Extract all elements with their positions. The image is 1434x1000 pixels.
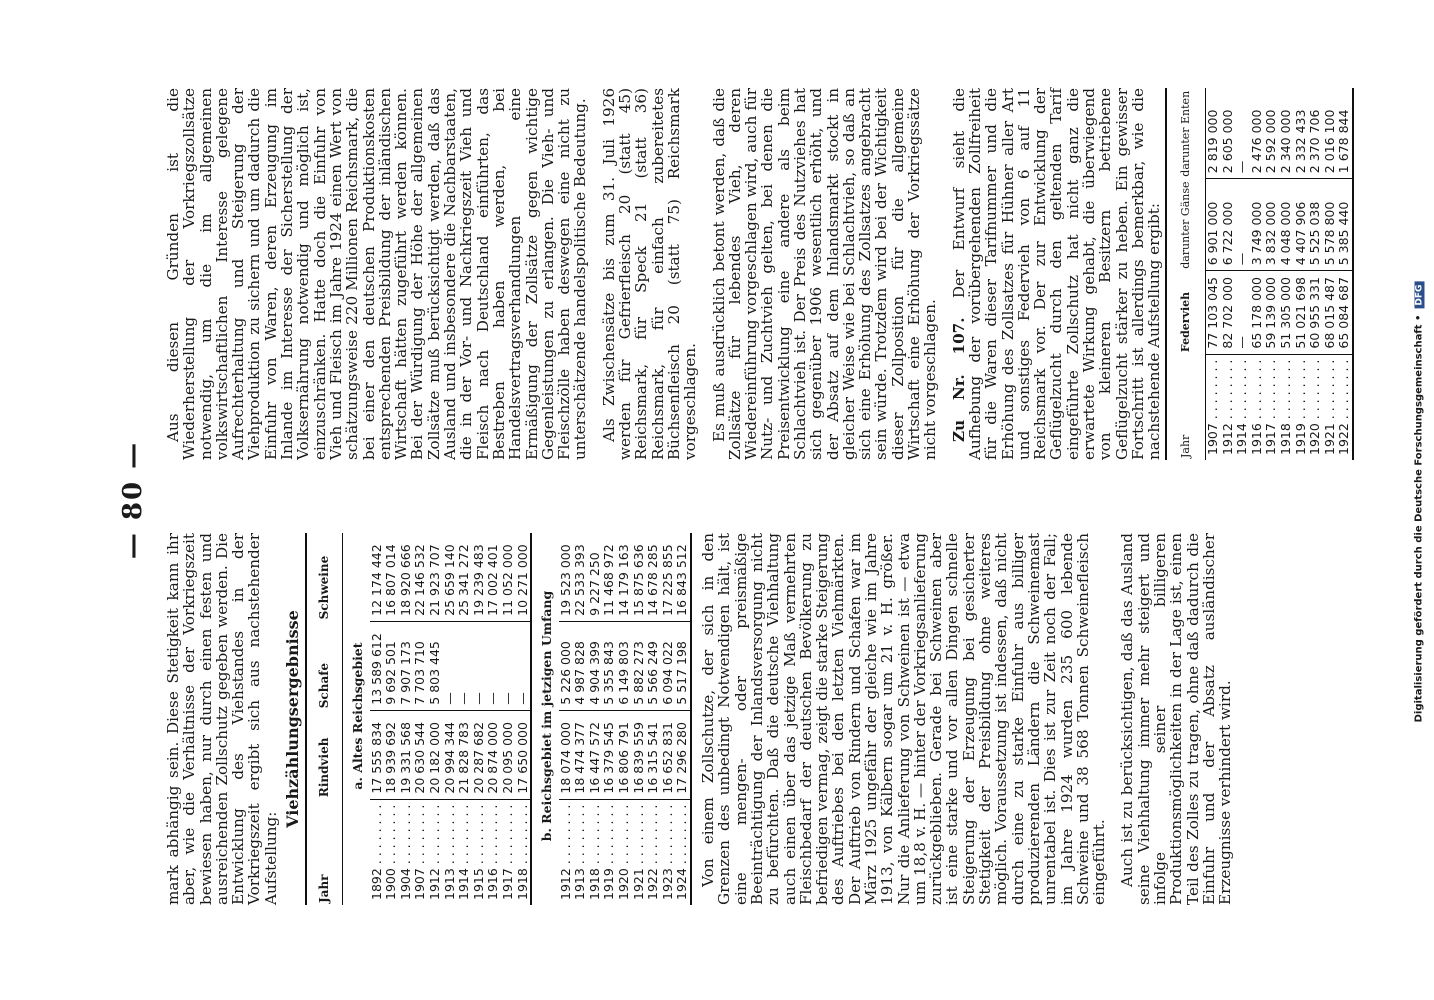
value-cell: 6 901 000 — [1206, 179, 1221, 271]
year-cell: 1918 . . . . . . . . — [1278, 359, 1294, 455]
table-row — [602, 533, 617, 905]
year-cell: 1922 . . . . . . . . — [645, 804, 661, 900]
value-cell: 5 525 038 — [1308, 179, 1323, 271]
year-cell: 1916 . . . . . . . . — [1248, 359, 1264, 455]
value-cell: — — [472, 621, 487, 710]
paragraph: Aus diesen Gründen ist die Wiederherstellung der Vorkriegszollsätze notwendig, um die im allgemeinen volkswirtschaftlichen Interesse gelegene Aufrechterhaltung und Steigerung der Viehproduktion zu sichern und um dadurch die Einfuhr von Waren, deren Erzeugung im Inlande im Interesse der Sicherstellung der Volksernährung notwendig und möglich ist, einzuschränken. Hatte doch die Einfuhr von Vieh und Fleisch im Jahre 1924 einen Wert von schätzungsweise 220 Millionen Reichsmark, die bei einer den deutschen Produktionskosten entsprechenden Preisbildung der inländischen Wirtschaft hätten zugeführt werden können. Bei der Würdigung der Höhe der allgemeinen Zollsätze muß berücksichtigt werden, daß das Ausland und insbesondere die Nachbarstaaten, die in der Vor- und Nachkriegszeit Vieh und Fleisch nach Deutschland einführten, das Bestreben haben werden, bei Handelsvertragsverhandlungen eine Ermäßigung der Zollsätze gegen wichtige Gegenleistungen zu erlangen. Die Vieh- und Fleischzölle haben deswegen eine nicht zu unterschätzende handelspolitische Bedeutung. — [164, 88, 590, 460]
year-cell: 1912 . . . . . . . . — [557, 804, 573, 900]
value-cell: 6 094 022 — [661, 621, 676, 710]
table-row — [1221, 88, 1236, 460]
value-cell: 16 652 831 — [661, 710, 676, 799]
value-cell: 17 296 280 — [675, 710, 691, 799]
value-cell: 2 370 706 — [1308, 88, 1323, 179]
value-cell: 22 146 532 — [413, 533, 428, 621]
value-cell: 5 385 440 — [1337, 179, 1353, 271]
value-cell: 5 355 843 — [602, 621, 617, 710]
value-cell: — — [516, 621, 532, 710]
table-row — [413, 533, 428, 905]
value-cell: 19 239 483 — [472, 533, 487, 621]
value-cell: 18 074 000 — [559, 710, 574, 799]
column-header: Schafe — [306, 621, 342, 710]
table-section-b — [531, 533, 691, 905]
value-cell: — — [457, 621, 472, 710]
value-cell: 16 843 512 — [675, 533, 691, 621]
value-cell: 20 182 000 — [428, 710, 443, 799]
credit-text: Digitalisierung gefördert durch die Deutsche Forschungsgemeinschaft • — [1413, 314, 1425, 723]
table-row — [457, 533, 472, 905]
left-column — [165, 533, 1255, 905]
value-cell: 14 678 285 — [646, 533, 661, 621]
value-cell: 17 002 401 — [486, 533, 501, 621]
year-cell: 1900 . . . . . . . . — [383, 804, 399, 900]
year-cell: 1892 . . . . . . . . — [368, 804, 384, 900]
value-cell: 16 447 572 — [588, 710, 603, 799]
year-cell: 1924 . . . . . . . . — [675, 799, 691, 905]
value-cell: 11 052 000 — [501, 533, 516, 621]
sidebar-credit — [1408, 12, 1430, 992]
value-cell: 14 179 163 — [617, 533, 632, 621]
year-cell: 1920 . . . . . . . . — [1307, 359, 1323, 455]
value-cell: 21 923 707 — [428, 533, 443, 621]
value-cell: 18 474 377 — [573, 710, 588, 799]
column-header: Rindvieh — [306, 710, 342, 799]
value-cell: 3 749 000 — [1250, 179, 1265, 271]
table-row — [1279, 88, 1294, 460]
value-cell: 5 578 800 — [1323, 179, 1338, 271]
year-cell: 1907 . . . . . . . . — [1205, 359, 1221, 455]
paragraph-text: Der Entwurf sieht die Aufhebung der vorübergehenden Zollfreiheit für die Waren dieser Tarifnummer und die Erhöhung des Zollsatzes für Hühner aller Art und sonstiges Federvieh von 6 auf 11 Reichsmark vor. Der zur Entwicklung der Geflügelzucht durch den geltenden Tarif eingeführte Zollschutz hat nicht ganz die erwartete Wirkung gehabt, die überwiegend von kleineren Besitzern betriebene Geflügelzucht stärker zu heben. Ein gewisser Fortschritt ist allerdings bemerkbar, wie die nachstehende Aufstellung ergibt: — [949, 88, 1164, 460]
year-cell: 1912 . . . . . . . . — [1219, 359, 1235, 455]
table-row — [428, 533, 443, 905]
paragraph: Auch ist zu berücksichtigen, daß das Ausland seine Viehhaltung immer mehr steigert und infolge seiner billigeren Produktionsmöglichkeiten in der Lage ist, einen Teil des Zolles zu tragen, ohne daß dadurch die Einfuhr und der Absatz ausländischer Erzeugnisse verhindert wird. — [1118, 533, 1235, 905]
table-row — [1250, 88, 1265, 460]
value-cell: 17 555 834 — [370, 710, 385, 799]
value-cell: 11 468 972 — [602, 533, 617, 621]
paragraph: mark abhängig sein. Diese Stetigkeit kann ihr aber, wie die Verhältnisse der Vorkriegszeit bewiesen haben, nur durch einen festen und ausreichenden Zollschutz gegeben werden. Die Entwicklung des Viehstandes in der Vorkriegszeit ergibt sich aus nachstehender Aufstellung: — [164, 533, 280, 905]
value-cell: 25 341 272 — [457, 533, 472, 621]
paragraph: Es muß ausdrücklich betont werden, daß die Zollsätze für lebendes Vieh, deren Wiedereinführung vorgeschlagen wird, auch für Nutz- und Zuchtvieh gelten, bei denen die Preisentwicklung eine andere als beim Schlachtvieh ist. Der Preis des Nutzviehes hat sich gegenüber 1906 wesentlich erhöht, und der Absatz auf dem Inlandsmarkt stockt in gleicher Weise wie bei Schlachtvieh, so daß an sich eine Erhöhung des Zollsatzes angebracht sein würde. Trotzdem wird bei der Wichtigkeit dieser Zollposition für die allgemeine Wirtschaft eine Erhöhung der Vorkriegssätze nicht vorgeschlagen. — [709, 88, 940, 460]
value-cell: 19 331 568 — [399, 710, 414, 799]
column-header: darunter Gänse — [1166, 179, 1206, 271]
table-row — [1308, 88, 1323, 460]
table-row — [472, 533, 487, 905]
value-cell: 16 839 559 — [632, 710, 647, 799]
value-cell: 65 178 000 — [1250, 271, 1265, 354]
table-row — [559, 533, 574, 905]
table-row — [1337, 88, 1353, 460]
value-cell: 77 103 045 — [1206, 271, 1221, 354]
table-row — [1264, 88, 1279, 460]
year-cell: 1917 . . . . . . . . — [499, 804, 515, 900]
value-cell: 16 315 541 — [646, 710, 661, 799]
value-cell: 12 174 442 — [370, 533, 385, 621]
year-cell: 1913 . . . . . . . . — [441, 804, 457, 900]
table-row — [632, 533, 647, 905]
value-cell: 1 678 844 — [1337, 88, 1353, 179]
value-cell: 18 920 666 — [399, 533, 414, 621]
table-row — [573, 533, 588, 905]
value-cell: 21 828 783 — [457, 710, 472, 799]
year-cell: 1923 . . . . . . . . — [659, 804, 675, 900]
value-cell: — — [443, 621, 458, 710]
value-cell: 4 048 000 — [1279, 179, 1294, 271]
section-label: Zu Nr. 107. — [949, 317, 968, 442]
column-header: darunter Enten — [1166, 88, 1206, 179]
table-row — [399, 533, 414, 905]
value-cell: 2 476 000 — [1250, 88, 1265, 179]
section-heading-row — [531, 533, 559, 905]
section-heading-row — [342, 533, 369, 905]
value-cell: 17 225 855 — [661, 533, 676, 621]
value-cell: 4 904 399 — [588, 621, 603, 710]
value-cell: 4 987 828 — [573, 621, 588, 710]
year-cell: 1918 . . . . . . . . — [516, 799, 532, 905]
table-row — [617, 533, 632, 905]
table-row — [646, 533, 661, 905]
value-cell: 2 332 433 — [1294, 88, 1309, 179]
page-number: — 80 — — [118, 440, 148, 560]
value-cell: 13 589 612 — [370, 621, 385, 710]
table-row — [443, 533, 458, 905]
value-cell: — — [501, 621, 516, 710]
section-heading: b. Reichsgebiet im jetzigen Umfang — [539, 590, 555, 842]
value-cell: 2 340 000 — [1279, 88, 1294, 179]
value-cell: 2 016 100 — [1323, 88, 1338, 179]
paragraph: Von einem Zollschutze, der sich in den Grenzen des unbedingt Notwendigen hält, ist eine mengen- oder preismäßige Beeinträchtigung der Inlandsversorgung nicht zu befürchten. Daß die deutsche Viehhaltung auch einen über das jetzige Maß vermehrten Fleischbedarf der deutschen Bevölkerung zu befriedigen vermag, zeigt die starke Steigerung des Auftriebes bei den letzten Viehmärkten. Der Auftrieb von Rindern und Schafen war im März 1925 ungefähr der gleiche wie im Jahre 1913, von Kälbern sogar um 21 v. H. größer. Nur die Anlieferung von Schweinen ist — etwa um 18,8 v. H. — hinter der Vorkriegsanlieferung zurückgeblieben. Gerade bei Schweinen aber ist eine starke und vor allen Dingen schnelle Steigerung der Erzeugung bei gesicherter Stetigkeit der Preisbildung ohne weiteres möglich. Voraussetzung ist indessen, daß nicht durch eine zu starke Einfuhr aus billiger produzierenden Ländern die Schweinemast unrentabel ist. Dies ist zur Zeit noch der Fall; im Jahre 1924 wurden 235 600 lebende Schweine und 38 568 Tonnen Schweinefleisch eingeführt. — [699, 533, 1109, 905]
value-cell: 82 702 000 — [1221, 271, 1236, 354]
year-cell: 1916 . . . . . . . . — [485, 804, 501, 900]
year-cell: 1918 . . . . . . . . — [586, 804, 602, 900]
value-cell: 5 882 273 — [632, 621, 647, 710]
livestock-table — [305, 533, 692, 905]
value-cell: 5 566 249 — [646, 621, 661, 710]
year-cell: 1912 . . . . . . . . — [426, 804, 442, 900]
value-cell: 22 533 393 — [573, 533, 588, 621]
value-cell: 16 807 014 — [384, 533, 399, 621]
column-header: Jahr — [306, 799, 342, 905]
year-cell: 1921 . . . . . . . . — [1321, 359, 1337, 455]
table-row — [1235, 88, 1250, 460]
dfg-logo: DFG — [1415, 282, 1425, 309]
value-cell: 2 592 000 — [1264, 88, 1279, 179]
value-cell: — — [1235, 271, 1250, 354]
column-header: Schweine — [306, 533, 342, 621]
column-header: Federvieh — [1166, 271, 1206, 354]
year-cell: 1907 . . . . . . . . — [412, 804, 428, 900]
value-cell: 16 379 545 — [602, 710, 617, 799]
table-title: Viehzählungsergebnisse — [283, 610, 303, 828]
value-cell: 19 523 000 — [559, 533, 574, 621]
value-cell: 4 407 906 — [1294, 179, 1309, 271]
year-cell: 1913 . . . . . . . . — [572, 804, 588, 900]
value-cell: 5 803 445 — [428, 621, 443, 710]
value-cell: 20 874 000 — [486, 710, 501, 799]
right-column — [164, 88, 1352, 460]
value-cell: 25 659 140 — [443, 533, 458, 621]
value-cell: 60 955 331 — [1308, 271, 1323, 354]
value-cell: 20 287 682 — [472, 710, 487, 799]
value-cell: 51 305 000 — [1279, 271, 1294, 354]
value-cell: — — [486, 621, 501, 710]
table-row — [501, 533, 516, 905]
year-cell: 1921 . . . . . . . . — [630, 804, 646, 900]
poultry-table-body — [1206, 88, 1353, 460]
value-cell: 59 139 000 — [1264, 271, 1279, 354]
value-cell: 5 226 000 — [559, 621, 574, 710]
year-cell: 1915 . . . . . . . . — [470, 804, 486, 900]
paragraph: Als Zwischensätze bis zum 31. Juli 1926 werden für Gefrierfleisch 20 (statt 45) Reichsmark, für Speck 21 (statt 36) Reichsmark, für einfach zubereitetes Büchsenfleisch 20 (statt 75) Reichsmark vorgeschlagen. — [599, 88, 700, 460]
table-row — [384, 533, 399, 905]
table-row — [675, 533, 691, 905]
table-row — [1294, 88, 1309, 460]
table-row — [588, 533, 603, 905]
value-cell: 20 994 344 — [443, 710, 458, 799]
value-cell: 68 015 487 — [1323, 271, 1338, 354]
value-cell: 6 149 803 — [617, 621, 632, 710]
value-cell: 17 650 000 — [516, 710, 532, 799]
year-cell: 1917 . . . . . . . . — [1263, 359, 1279, 455]
year-cell: 1904 . . . . . . . . — [397, 804, 413, 900]
column-header: Jahr — [1166, 354, 1206, 460]
year-cell: 1919 . . . . . . . . — [1292, 359, 1308, 455]
value-cell: 16 806 791 — [617, 710, 632, 799]
value-cell: 6 722 000 — [1221, 179, 1236, 271]
poultry-table — [1165, 88, 1355, 460]
value-cell: 20 095 000 — [501, 710, 516, 799]
value-cell: 65 084 687 — [1337, 271, 1353, 354]
value-cell: — — [1235, 88, 1250, 179]
table-row — [370, 533, 385, 905]
table-row — [516, 533, 532, 905]
table-row — [1323, 88, 1338, 460]
value-cell: 15 875 636 — [632, 533, 647, 621]
year-cell: 1914 . . . . . . . . — [456, 804, 472, 900]
year-cell: 1914 . . . . . . . . — [1234, 359, 1250, 455]
value-cell: 18 939 692 — [384, 710, 399, 799]
year-cell: 1919 . . . . . . . . — [601, 804, 617, 900]
value-cell: 10 271 000 — [516, 533, 532, 621]
table-row — [1206, 88, 1221, 460]
table-row — [486, 533, 501, 905]
value-cell: 9 692 501 — [384, 621, 399, 710]
paragraph — [951, 88, 1163, 460]
value-cell: 2 819 000 — [1206, 88, 1221, 179]
table-section-a — [342, 533, 531, 905]
section-heading: a. Altes Reichsgebiet — [349, 642, 365, 790]
value-cell: 3 832 000 — [1264, 179, 1279, 271]
value-cell: 9 227 250 — [588, 533, 603, 621]
year-cell: 1920 . . . . . . . . — [616, 804, 632, 900]
value-cell: 20 630 544 — [413, 710, 428, 799]
value-cell: 7 907 173 — [399, 621, 414, 710]
value-cell: — — [1235, 179, 1250, 271]
year-cell: 1922 . . . . . . . . — [1337, 354, 1353, 460]
value-cell: 2 605 000 — [1221, 88, 1236, 179]
value-cell: 5 517 198 — [675, 621, 691, 710]
value-cell: 7 703 710 — [413, 621, 428, 710]
table-row — [661, 533, 676, 905]
value-cell: 51 021 698 — [1294, 271, 1309, 354]
